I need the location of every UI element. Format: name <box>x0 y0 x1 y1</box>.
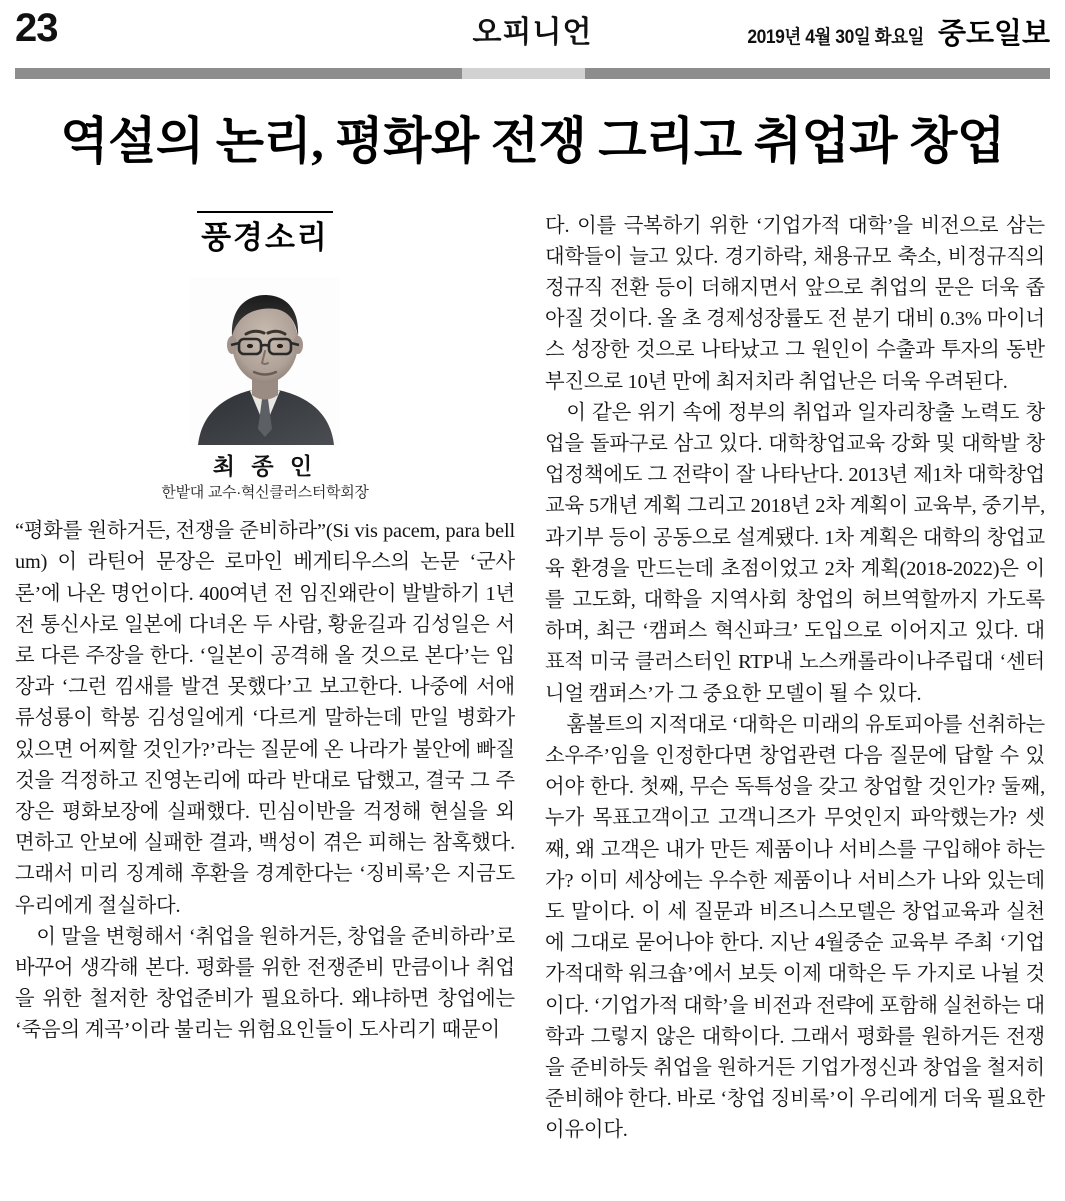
rule-segment-right <box>585 68 1050 79</box>
column-right <box>545 211 1045 1147</box>
rule-segment-left <box>15 68 462 79</box>
masthead-right-group <box>732 20 1050 49</box>
paragraph: 이 같은 위기 속에 정부의 취업과 일자리창출 노력도 창업을 돌파구로 삼고 있다. 대학창업교육 강화 및 대학발 창업정책에도 그 전략이 잘 나타난다. 2013년 제1차 대학창업교육 5개년 계획 그리고 2018년 2차 계획이 교육부, 중기부, 과기부 등이 공동으로 설계됐다. 1차 계획은 대학의 창업교육 환경을 만드는데 초점이었고 2차 계획(2018-2022)은 이를 고도화, 대학을 지역사회 창업의 허브역할까지 가도록 하며, 최근 ‘캠퍼스 혁신파크’ 도입으로 이어지고 있다. 대표적 미국 클러스터인 RTP내 노스캐롤라이나주립대 ‘센터니얼 캠퍼스’가 그 중요한 모델이 될 수 있다. <box>545 401 1045 705</box>
rule-segment-middle <box>462 68 585 79</box>
paragraph: 다. 이를 극복하기 위한 ‘기업가적 대학’을 비전으로 삼는 대학들이 늘고 있다. 경기하락, 채용규모 축소, 비정규직의 정규직 전환 등이 더해지면서 앞으로 취업의 문은 더욱 좁아질 것이다. 올 초 경제성장률도 전 분기 대비 0.3% 마이너스 성장한 것으로 나타났고 그 원인이 수출과 투자의 동반 부진으로 10년 만에 최저치라 취업난은 더욱 우려된다. <box>545 214 1045 393</box>
body-text-right <box>545 211 1045 1147</box>
paragraph: “평화를 원하거든, 전쟁을 준비하라”(Si vis pacem, para bellum) 이 라틴어 문장은 로마인 베게티우스의 논문 ‘군사론’에 나온 명언이다. 400여년 전 임진왜란이 발발하기 1년 전 통신사로 일본에 다녀온 두 사람, 황윤길과 김성일은 서로 다른 주장을 한다. ‘일본이 공격해 올 것으로 본다’는 입장과 ‘그런 낌새를 발견 못했다’고 보고한다. 나중에 서애 류성룡이 학봉 김성일에게 ‘다르게 말하는데 만일 병화가 있으면 어찌할 것인가?’라는 질문에 온 나라가 불안에 빠질 것을 걱정하고 진영논리에 따라 반대로 답했고, 결국 그 주장은 평화보장에 실패했다. 민심이반을 걱정해 현실을 외면하고 안보에 실패한 결과, 백성이 겪은 피해는 참혹했다. 그래서 미리 징계해 후환을 경계한다는 ‘징비록’은 지금도 우리에게 절실하다. <box>15 520 515 917</box>
body-text-left <box>15 516 515 1046</box>
masthead <box>15 0 1050 68</box>
article-body <box>15 211 1050 1147</box>
author-portrait <box>190 277 340 445</box>
newspaper-name: 중도일보 <box>937 18 1050 50</box>
column-header-block <box>15 211 515 503</box>
issue-date: 2019년 4월 30일 화요일 <box>747 27 924 48</box>
masthead-rule-bar <box>15 68 1050 79</box>
section-title: 오피니언 <box>472 16 593 49</box>
article-headline: 역설의 논리, 평화와 전쟁 그리고 취업과 창업 <box>60 113 1005 169</box>
column-left <box>15 211 515 1147</box>
page-number: 23 <box>15 6 58 50</box>
author-name: 최 종 인 <box>212 452 318 479</box>
paragraph: 훔볼트의 지적대로 ‘대학은 미래의 유토피아를 선취하는 소우주’임을 인정한다면 창업관련 다음 질문에 답할 수 있어야 한다. 첫째, 무슨 독특성을 갖고 창업할 것인가? 둘째, 누가 목표고객이고 고객니즈가 무엇인지 파악했는가? 셋째, 왜 고객은 내가 만든 제품이나 서비스를 구입해야 하는가? 이미 세상에는 우수한 제품이나 서비스가 나와 있는데도 말이다. 이 세 질문과 비즈니스모델은 창업교육과 실천에 그대로 묻어나야 한다. 지난 4월중순 교육부 주최 ‘기업가적대학 워크숍’에서 보듯 이제 대학은 두 가지로 나뉠 것이다. ‘기업가적 대학’을 비전과 전략에 포함해 실천하는 대학과 그렇지 않은 대학이다. 그래서 평화를 원하거든 전쟁을 준비하듯 취업을 원하거든 기업가정신과 창업을 철저히 준비해야 한다. 바로 ‘창업 징비록’이 우리에게 더욱 필요한 이유이다. <box>545 713 1045 1142</box>
author-portrait-image <box>190 277 340 445</box>
column-series-title: 풍경소리 <box>201 219 329 255</box>
column-series-rule <box>197 211 333 255</box>
author-title: 한밭대 교수·혁신클러스터학회장 <box>161 484 369 502</box>
paragraph: 이 말을 변형해서 ‘취업을 원하거든, 창업을 준비하라’로 바꾸어 생각해 본다. 평화를 위한 전쟁준비 만큼이나 취업을 위한 철저한 창업준비가 필요하다. 왜냐하면 창업에는 ‘죽음의 계곡’이라 불리는 위험요인들이 도사리기 때문이 <box>15 925 515 1042</box>
